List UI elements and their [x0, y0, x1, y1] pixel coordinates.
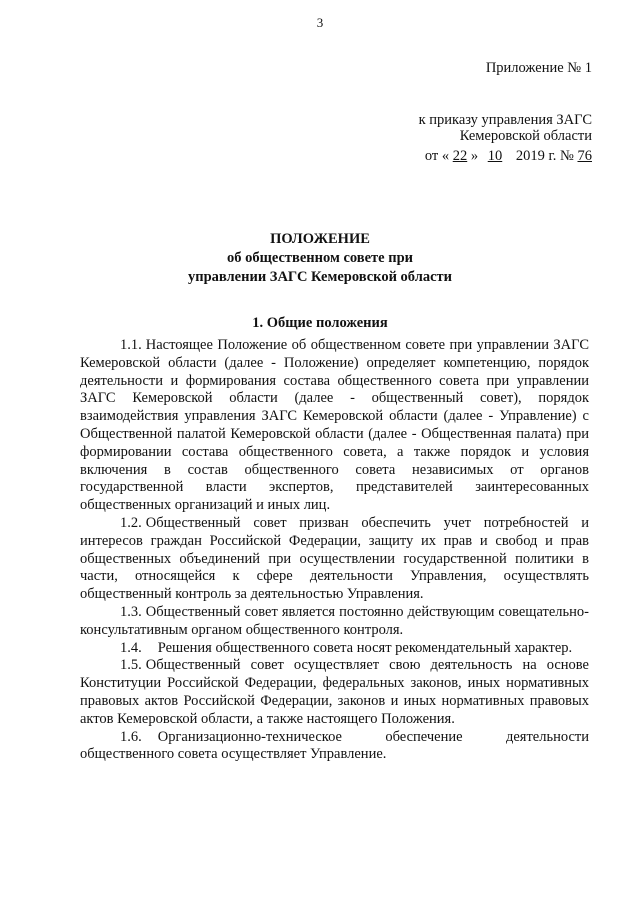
- paragraph-text: Общественный совет является постоянно действующим совещательно-консультативным органом общественного контроля.: [80, 603, 589, 638]
- section-body: [80, 337, 589, 764]
- appendix-label: Приложение № 1: [485, 60, 592, 76]
- paragraph-number: 1.6.: [120, 728, 142, 745]
- paragraph-1-2: [80, 515, 589, 604]
- paragraph-1-5: [80, 657, 589, 728]
- section-heading: 1. Общие положения: [252, 315, 388, 331]
- order-number: 76: [577, 148, 592, 164]
- paragraph-text: Общественный совет призван обеспечить учет потребностей и интересов граждан Российской Федерации, защиту их прав и свобод и прав общественных объединений при осуществлении государственной политики в части, относящейся к сфере деятельности Управления, осуществлять общественный контроль за деятельностью Управления.: [80, 514, 589, 603]
- paragraph-number: 1.3.: [120, 603, 142, 620]
- title-line-3: управлении ЗАГС Кемеровской области: [187, 269, 452, 285]
- title-line-2: об общественном совете при: [226, 250, 414, 266]
- paragraph-text: Организационно-техническое обеспечение деятельности общественного совета осуществляет Управление.: [80, 728, 589, 763]
- order-reference: к приказу управления ЗАГС: [418, 112, 592, 128]
- order-year: 2019 г. №: [515, 148, 574, 164]
- paragraph-1-3: [80, 604, 589, 640]
- paragraph-1-1: [80, 337, 589, 515]
- order-day: 22: [452, 148, 468, 164]
- paragraph-number: 1.1.: [120, 337, 142, 353]
- order-region: Кемеровской области: [459, 128, 592, 144]
- paragraph-text: Решения общественного совета носят рекомендательный характер.: [157, 639, 573, 656]
- order-month: 10: [487, 148, 503, 164]
- date-prefix: от «: [424, 148, 450, 164]
- paragraph-number: 1.2.: [120, 514, 142, 531]
- paragraph-text: Общественный совет осуществляет свою деятельность на основе Конституции Российской Федерации, федеральных законов, иных нормативных правовых актов Российской Федерации, законов и иных нормативных правовых актов Кемеровской области, а также настоящего Положения.: [80, 657, 589, 727]
- paragraph-1-4: [80, 640, 589, 658]
- document-title: [0, 230, 640, 287]
- title-line-1: ПОЛОЖЕНИЕ: [270, 231, 370, 247]
- paragraph-number: 1.5.: [120, 657, 142, 674]
- page-number: 3: [316, 15, 324, 30]
- date-close: »: [470, 148, 479, 164]
- paragraph-number: 1.4.: [120, 639, 142, 656]
- paragraph-text: Настоящее Положение об общественном совете при управлении ЗАГС Кемеровской области (далее - Положение) определяет компетенцию, порядок деятельности и формирования состава общественного совета при управлении ЗАГС Кемеровской области (далее - общественный совет), порядок взаимодействия управления ЗАГС Кемеровской области (далее - Управление) с Общественной палатой Кемеровской области (далее - Общественная палата) при формировании состава общественного совета, а также порядок и условия включения в состав общественного совета независимых от органов государственной власти экспертов, представителей заинтересованных общественных организаций и иных лиц.: [80, 337, 589, 514]
- paragraph-1-6: [80, 729, 589, 765]
- order-date-line: [425, 148, 592, 165]
